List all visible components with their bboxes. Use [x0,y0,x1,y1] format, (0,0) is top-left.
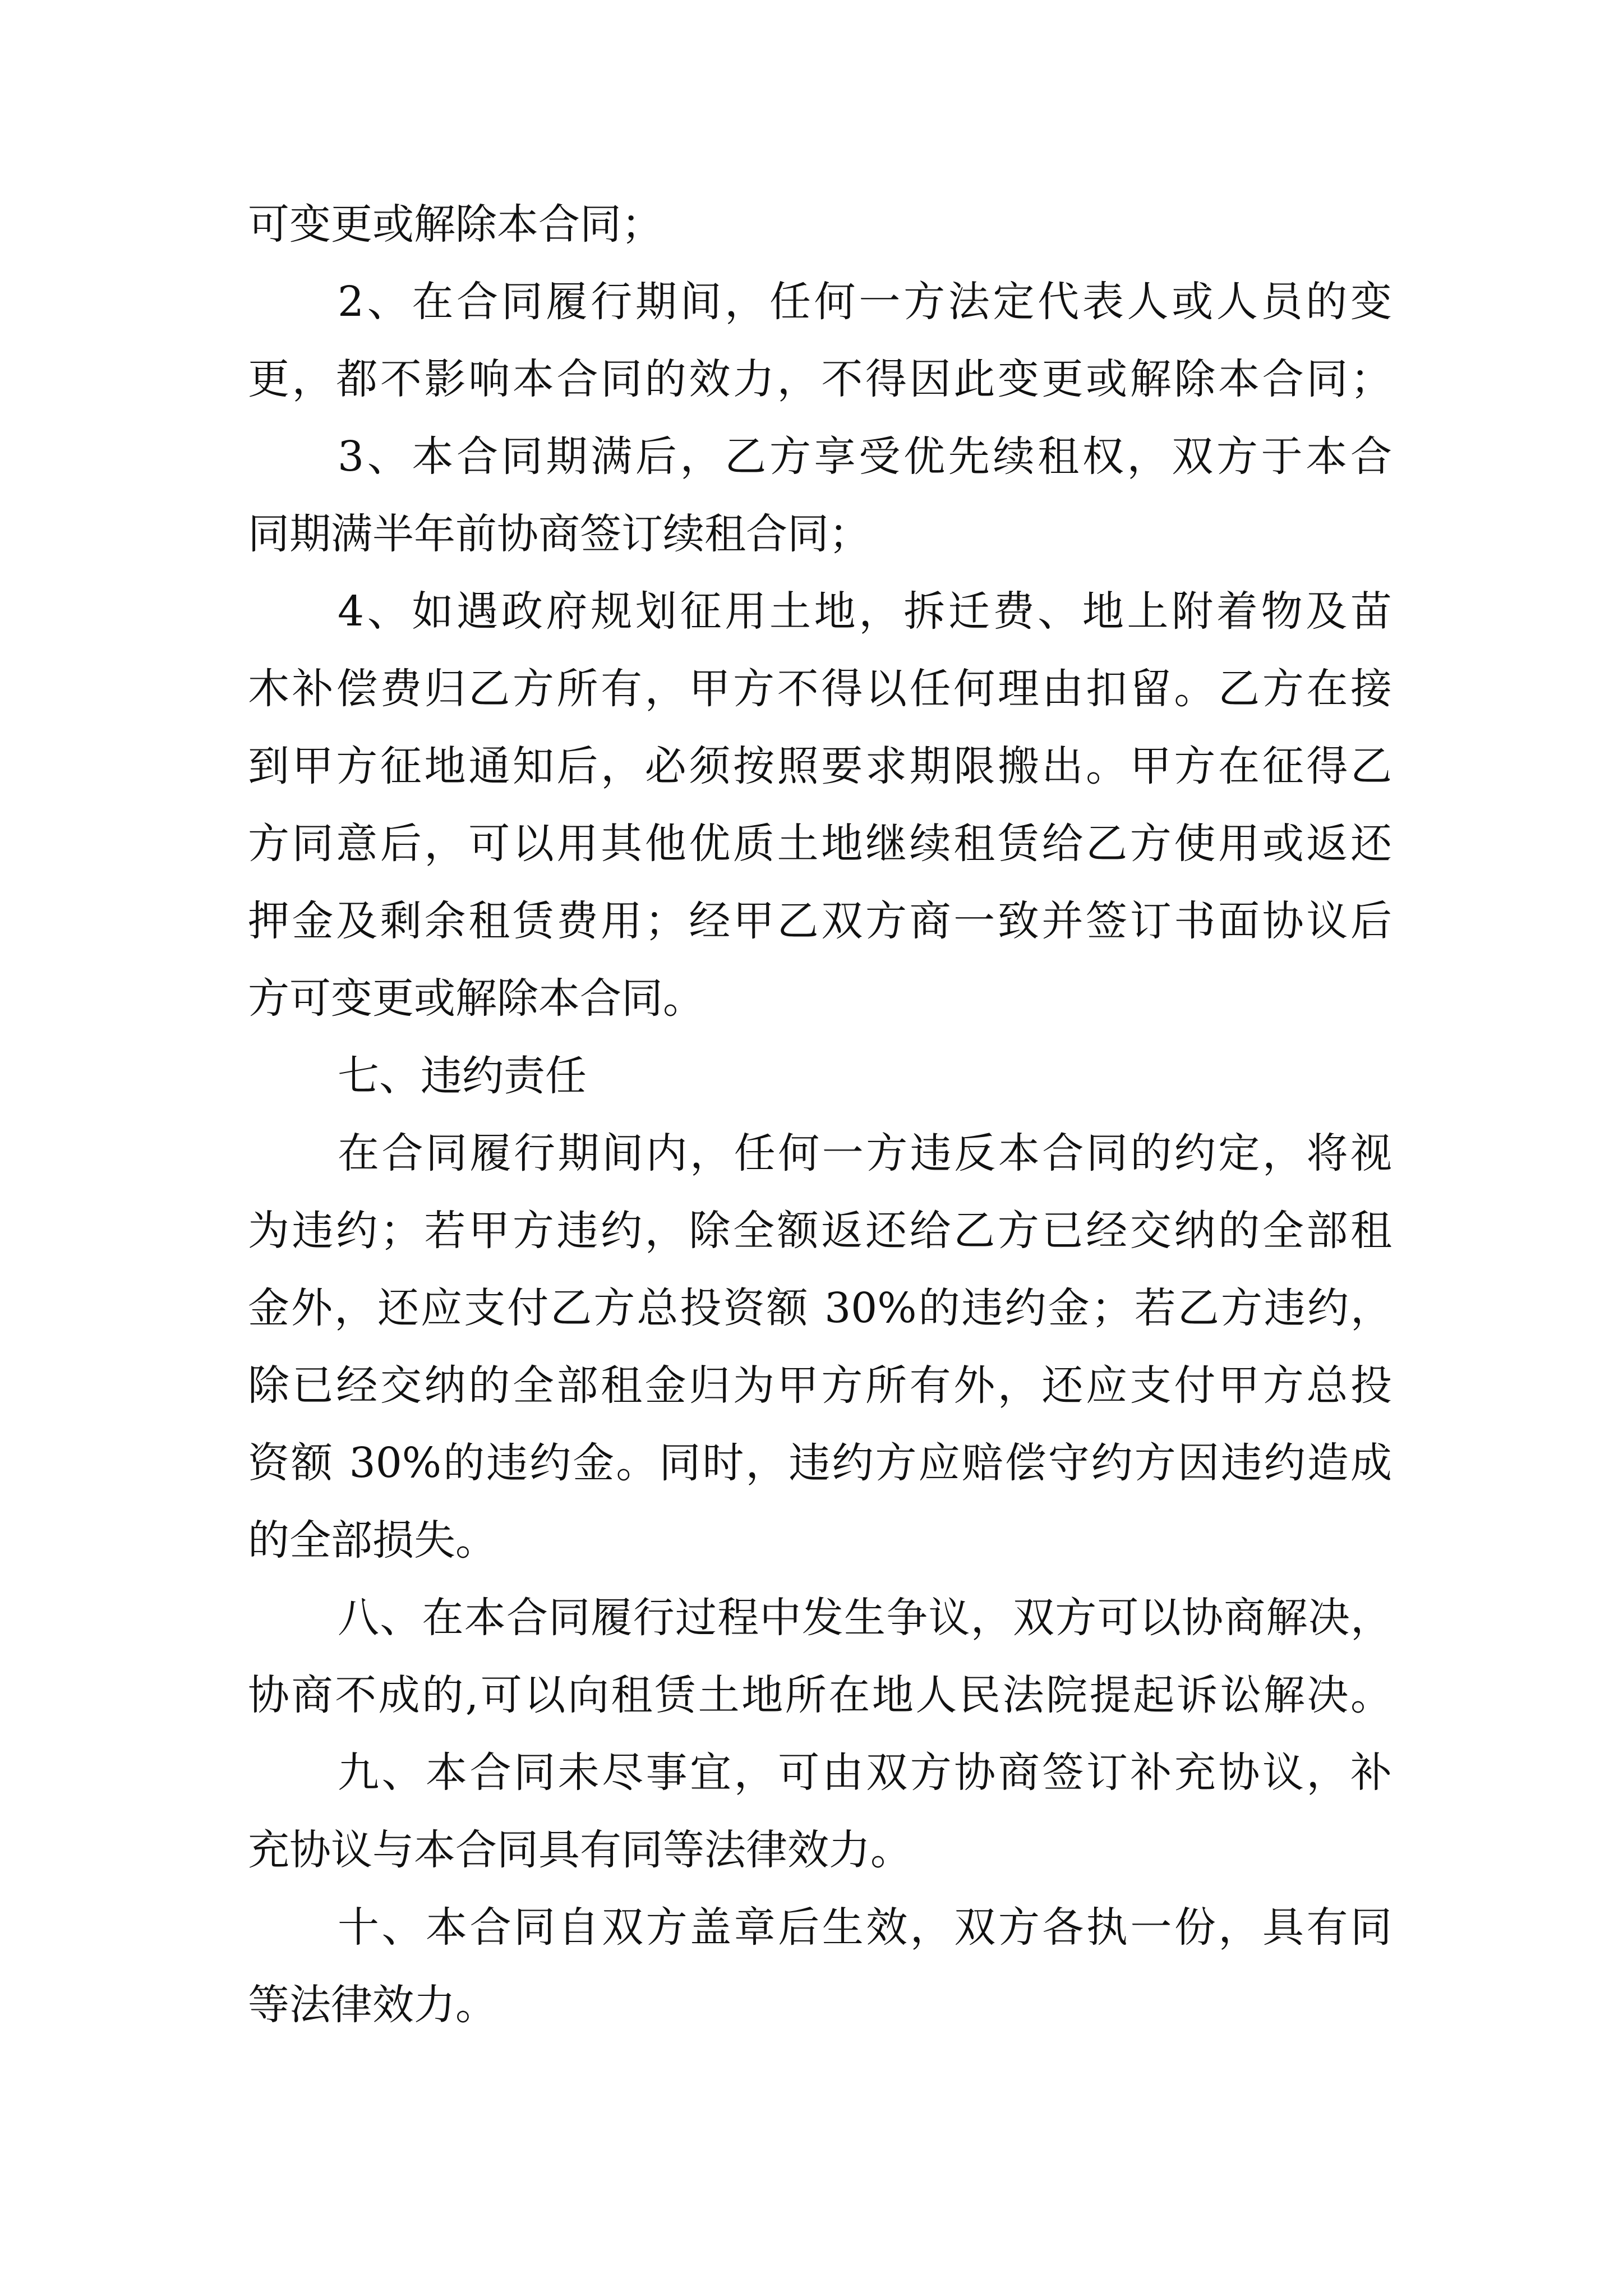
text-line: 为违约；若甲方违约，除全额返还给乙方已经交纳的全部租 [248,1207,1392,1255]
text-line: 同期满半年前协商签订续租合同； [248,510,870,558]
text-line: 4、如遇政府规划征用土地，拆迁费、地上附着物及苗 [338,587,1392,636]
text-line: 充协议与本合同具有同等法律效力。 [248,1826,912,1874]
text-line: 等法律效力。 [248,1981,497,2029]
text-line: 八、在本合同履行过程中发生争议，双方可以协商解决， [338,1594,1392,1642]
text-line: 方可变更或解除本合同。 [248,974,704,1023]
text-line: 十、本合同自双方盖章后生效，双方各执一份，具有同 [338,1903,1392,1952]
text-line: 金外，还应支付乙方总投资额 30%的违约金；若乙方违约， [248,1284,1392,1332]
text-line: 在合同履行期间内，任何一方违反本合同的约定，将视 [338,1129,1392,1177]
text-line: 资额 30%的违约金。同时，违约方应赔偿守约方因违约造成 [248,1439,1392,1487]
text-line: 方同意后，可以用其他优质土地继续租赁给乙方使用或返还 [248,820,1392,868]
section-heading: 七、违约责任 [338,1052,587,1100]
text-line: 可变更或解除本合同； [248,200,663,249]
text-line: 协商不成的,可以向租赁土地所在地人民法院提起诉讼解决。 [248,1671,1392,1719]
text-line: 3、本合同期满后，乙方享受优先续租权，双方于本合 [338,432,1392,481]
text-line: 木补偿费归乙方所有，甲方不得以任何理由扣留。乙方在接 [248,665,1392,713]
text-line: 的全部损失。 [248,1516,497,1565]
text-line: 更，都不影响本合同的效力，不得因此变更或解除本合同； [248,355,1392,403]
text-line: 押金及剩余租赁费用；经甲乙双方商一致并签订书面协议后 [248,897,1392,945]
text-line: 2、在合同履行期间，任何一方法定代表人或人员的变 [338,278,1392,326]
text-line: 九、本合同未尽事宜，可由双方协商签订补充协议，补 [338,1749,1392,1797]
text-line: 到甲方征地通知后，必须按照要求期限搬出。甲方在征得乙 [248,742,1392,790]
text-line: 除已经交纳的全部租金归为甲方所有外，还应支付甲方总投 [248,1361,1392,1410]
